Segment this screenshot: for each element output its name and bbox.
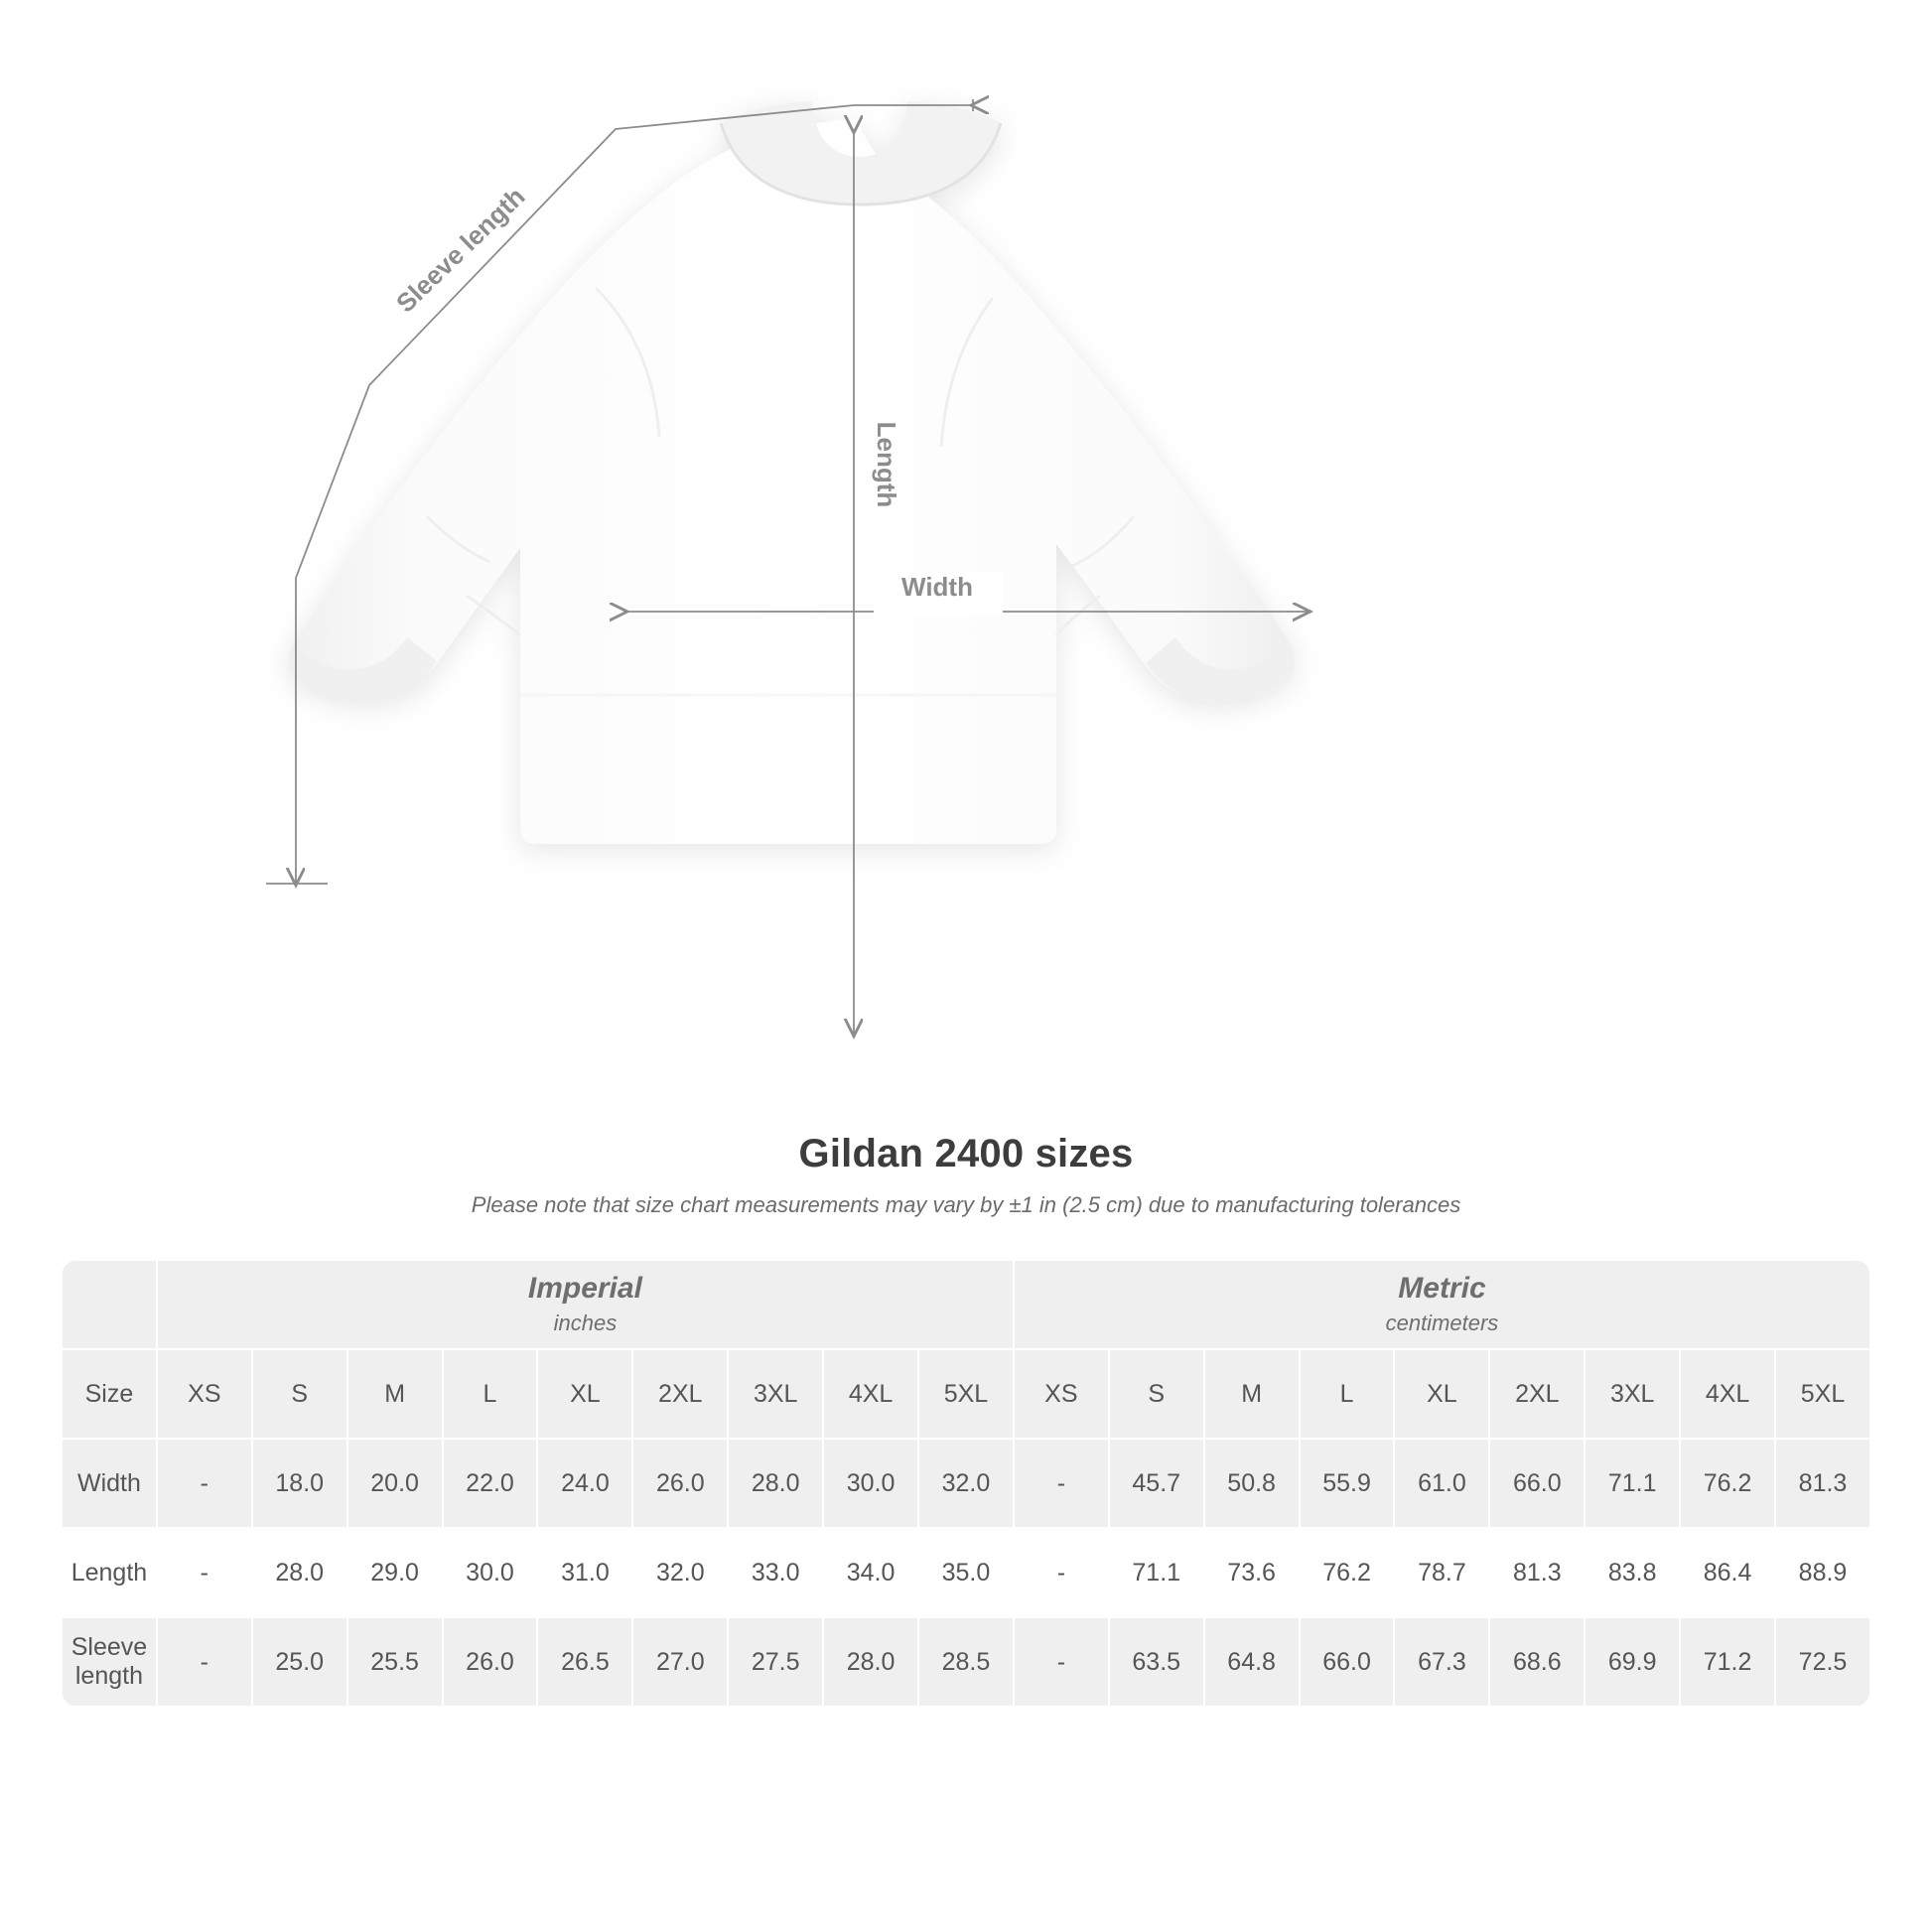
cell-width-imperial-s: 18.0	[252, 1439, 347, 1528]
cell-length-imperial-3xl: 33.0	[728, 1528, 823, 1617]
cell-length-imperial-2xl: 32.0	[632, 1528, 728, 1617]
sleeve-length-label: Sleeve length	[390, 181, 531, 319]
col-header-imperial-xs: XS	[157, 1349, 252, 1439]
cell-sleeve-metric-xl: 67.3	[1394, 1617, 1489, 1707]
table-row	[62, 1617, 1870, 1707]
cell-length-imperial-xl: 31.0	[537, 1528, 632, 1617]
cell-sleeve-imperial-l: 26.0	[443, 1617, 538, 1707]
cell-length-imperial-xs: -	[157, 1528, 252, 1617]
cell-width-imperial-5xl: 32.0	[918, 1439, 1014, 1528]
cell-sleeve-metric-2xl: 68.6	[1489, 1617, 1585, 1707]
cell-width-imperial-xl: 24.0	[537, 1439, 632, 1528]
col-header-metric-s: S	[1109, 1349, 1204, 1439]
cell-sleeve-imperial-xl: 26.5	[537, 1617, 632, 1707]
col-header-imperial-3xl: 3XL	[728, 1349, 823, 1439]
col-header-metric-5xl: 5XL	[1775, 1349, 1870, 1439]
cell-length-imperial-5xl: 35.0	[918, 1528, 1014, 1617]
col-header-metric-xl: XL	[1394, 1349, 1489, 1439]
tolerance-note: Please note that size chart measurements may vary by ±1 in (2.5 cm) due to manufacturing tolerances	[471, 1192, 1461, 1217]
cell-sleeve-metric-m: 64.8	[1204, 1617, 1300, 1707]
cell-length-metric-4xl: 86.4	[1680, 1528, 1775, 1617]
cell-sleeve-imperial-xs: -	[157, 1617, 252, 1707]
length-label: Length	[872, 421, 901, 508]
cell-width-metric-3xl: 71.1	[1585, 1439, 1680, 1528]
cell-length-imperial-s: 28.0	[252, 1528, 347, 1617]
cell-length-metric-m: 73.6	[1204, 1528, 1300, 1617]
col-header-imperial-l: L	[443, 1349, 538, 1439]
cell-sleeve-imperial-5xl: 28.5	[918, 1617, 1014, 1707]
cell-sleeve-metric-s: 63.5	[1109, 1617, 1204, 1707]
units-row	[62, 1260, 1870, 1349]
width-label: Width	[901, 572, 973, 602]
cell-length-metric-xs: -	[1014, 1528, 1109, 1617]
col-header-metric-m: M	[1204, 1349, 1300, 1439]
size-header-row	[62, 1349, 1870, 1439]
cell-width-imperial-xs: -	[157, 1439, 252, 1528]
row-label-width: Width	[62, 1439, 157, 1528]
cell-length-imperial-l: 30.0	[443, 1528, 538, 1617]
cell-sleeve-metric-4xl: 71.2	[1680, 1617, 1775, 1707]
col-header-metric-l: L	[1300, 1349, 1395, 1439]
col-header-metric-xs: XS	[1014, 1349, 1109, 1439]
cell-width-metric-4xl: 76.2	[1680, 1439, 1775, 1528]
col-header-imperial-s: S	[252, 1349, 347, 1439]
cell-sleeve-metric-5xl: 72.5	[1775, 1617, 1870, 1707]
cell-length-imperial-m: 29.0	[347, 1528, 443, 1617]
cell-sleeve-metric-l: 66.0	[1300, 1617, 1395, 1707]
size-table	[62, 1260, 1870, 1707]
cell-length-imperial-4xl: 34.0	[823, 1528, 918, 1617]
cell-length-metric-l: 76.2	[1300, 1528, 1395, 1617]
cell-length-metric-5xl: 88.9	[1775, 1528, 1870, 1617]
cell-width-imperial-4xl: 30.0	[823, 1439, 918, 1528]
col-header-metric-4xl: 4XL	[1680, 1349, 1775, 1439]
col-header-metric-2xl: 2XL	[1489, 1349, 1585, 1439]
unit-name-imperial: Imperial	[527, 1271, 642, 1305]
cell-length-metric-xl: 78.7	[1394, 1528, 1489, 1617]
table-corner	[62, 1260, 157, 1349]
cell-width-metric-5xl: 81.3	[1775, 1439, 1870, 1528]
cell-width-imperial-2xl: 26.0	[632, 1439, 728, 1528]
col-header-metric-3xl: 3XL	[1585, 1349, 1680, 1439]
unit-header-metric	[1014, 1260, 1870, 1349]
col-header-imperial-2xl: 2XL	[632, 1349, 728, 1439]
cell-sleeve-imperial-3xl: 27.5	[728, 1617, 823, 1707]
long-sleeve-shirt-shape	[288, 101, 1294, 844]
unit-sub-metric: centimeters	[1385, 1311, 1499, 1336]
unit-header-imperial	[157, 1260, 1014, 1349]
cell-length-metric-3xl: 83.8	[1585, 1528, 1680, 1617]
size-header-label: Size	[62, 1349, 157, 1439]
cell-sleeve-imperial-m: 25.5	[347, 1617, 443, 1707]
unit-name-metric: Metric	[1398, 1271, 1486, 1305]
table-row	[62, 1439, 1870, 1528]
cell-width-imperial-m: 20.0	[347, 1439, 443, 1528]
col-header-imperial-m: M	[347, 1349, 443, 1439]
size-table-wrapper	[62, 1260, 1870, 1707]
col-header-imperial-5xl: 5XL	[918, 1349, 1014, 1439]
cell-width-metric-s: 45.7	[1109, 1439, 1204, 1528]
cell-width-metric-l: 55.9	[1300, 1439, 1395, 1528]
title-block	[0, 1132, 1932, 1218]
cell-sleeve-imperial-s: 25.0	[252, 1617, 347, 1707]
col-header-imperial-4xl: 4XL	[823, 1349, 918, 1439]
cell-sleeve-imperial-4xl: 28.0	[823, 1617, 918, 1707]
table-row	[62, 1528, 1870, 1617]
row-label-sleeve-length: Sleeve length	[62, 1617, 157, 1707]
cell-sleeve-imperial-2xl: 27.0	[632, 1617, 728, 1707]
row-label-length: Length	[62, 1528, 157, 1617]
unit-sub-imperial: inches	[553, 1311, 618, 1336]
cell-sleeve-metric-3xl: 69.9	[1585, 1617, 1680, 1707]
cell-width-metric-2xl: 66.0	[1489, 1439, 1585, 1528]
cell-width-imperial-3xl: 28.0	[728, 1439, 823, 1528]
cell-width-metric-m: 50.8	[1204, 1439, 1300, 1528]
cell-width-metric-xs: -	[1014, 1439, 1109, 1528]
col-header-imperial-xl: XL	[537, 1349, 632, 1439]
page-title: Gildan 2400 sizes	[798, 1132, 1134, 1175]
cell-width-metric-xl: 61.0	[1394, 1439, 1489, 1528]
cell-width-imperial-l: 22.0	[443, 1439, 538, 1528]
cell-length-metric-2xl: 81.3	[1489, 1528, 1585, 1617]
cell-length-metric-s: 71.1	[1109, 1528, 1204, 1617]
cell-sleeve-metric-xs: -	[1014, 1617, 1109, 1707]
